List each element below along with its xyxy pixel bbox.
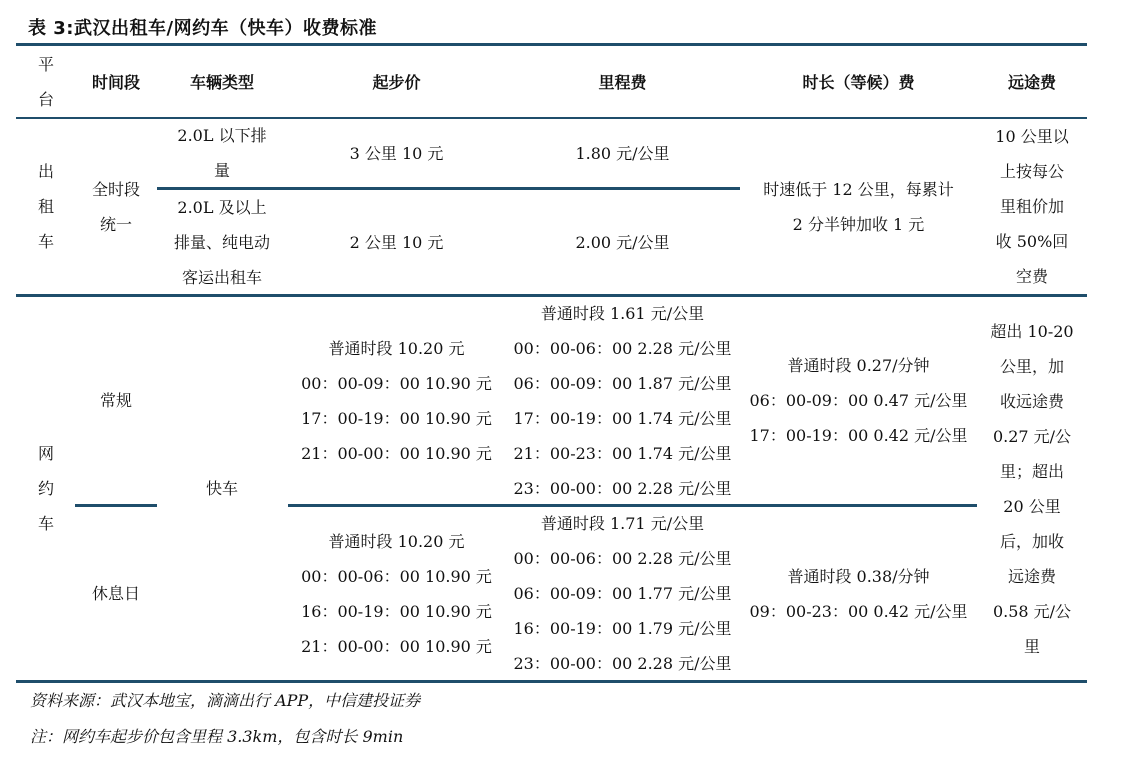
header-long-distance: 远途费 (1007, 72, 1056, 92)
taxi-duration-lines (763, 172, 954, 242)
taxi-vehicle-1-line: 量 (213, 161, 230, 180)
taxi-vehicle-2 (157, 190, 287, 294)
taxi-platform (16, 119, 76, 294)
ride-platform-char: 车 (37, 514, 54, 533)
top-rule (16, 43, 1087, 46)
ride-holiday-start-line: 16：00-19：00 10.90 元 (301, 601, 492, 621)
taxi-long-line: 上按每公 (999, 162, 1064, 181)
ride-long-line: 里 (1023, 636, 1040, 656)
ride-regular-mileage (505, 297, 740, 504)
taxi-long-distance (977, 119, 1087, 294)
taxi-duration-line: 时速低于 12 公里，每累计 (763, 179, 954, 199)
ride-long-line: 0.27 元/公 (992, 426, 1072, 446)
ride-holiday-start-line: 00：00-06：00 10.90 元 (301, 566, 492, 586)
ride-holiday-mileage-lines (513, 506, 731, 681)
taxi-long-lines (995, 119, 1068, 294)
ride-holiday-mileage (505, 507, 740, 680)
taxi-duration-line: 2 分半钟加收 1 元 (792, 214, 925, 234)
header-vehicle: 车辆类型 (189, 72, 254, 92)
taxi-long-line: 里租价加 (999, 197, 1064, 216)
ride-regular-mileage-line: 23：00-00：00 2.28 元/公里 (513, 478, 732, 498)
taxi-mileage-1: 1.80 元/公里 (575, 143, 670, 163)
taxi-duration (740, 119, 977, 294)
taxi-long-line: 空费 (1015, 267, 1048, 286)
taxi-period-line: 统一 (99, 214, 132, 234)
taxi-platform-char: 出 (37, 162, 54, 181)
remark-note: 注：网约车起步价包含里程 3.3km，包含时长 9min (30, 727, 404, 746)
ride-regular-start-line: 21：00-00：00 10.90 元 (301, 443, 492, 463)
ride-long-distance (977, 297, 1087, 680)
taxi-vehicle-2-lines (174, 190, 270, 295)
ride-regular-duration-line: 17：00-19：00 0.42 元/公里 (749, 426, 968, 445)
ride-long-lines (990, 314, 1073, 664)
taxi-long-line: 收 50%回 (995, 232, 1069, 251)
taxi-vehicle-2-line: 排量、纯电动 (173, 232, 270, 252)
ride-regular-start (288, 297, 505, 504)
header-platform (16, 47, 76, 117)
ride-regular-duration-line: 06：00-09：00 0.47 元/公里 (749, 391, 968, 410)
taxi-period-line: 全时段 (91, 179, 140, 199)
ride-holiday-start-lines (301, 524, 492, 664)
ride-platform-char: 网 (37, 444, 54, 463)
ride-regular-duration (740, 297, 977, 504)
ride-holiday-start-line: 普通时段 10.20 元 (328, 531, 465, 551)
taxi-long-line: 10 公里以 (995, 127, 1069, 146)
header-start-price: 起步价 (372, 72, 421, 92)
ride-regular-start-line: 普通时段 10.20 元 (328, 338, 465, 358)
ride-regular-start-line: 17：00-19：00 10.90 元 (301, 408, 492, 428)
ride-holiday-mileage-line: 普通时段 1.71 元/公里 (540, 514, 705, 533)
ride-platform (16, 297, 76, 680)
ride-regular-mileage-line: 06：00-09：00 1.87 元/公里 (513, 373, 732, 393)
header-period: 时间段 (91, 72, 140, 92)
ride-long-line: 超出 10-20 (990, 321, 1074, 341)
ride-platform-char: 约 (37, 479, 54, 498)
ride-regular-duration-line: 普通时段 0.27/分钟 (787, 356, 930, 375)
ride-vehicle: 快车 (205, 479, 238, 498)
ride-regular-start-lines (301, 331, 492, 471)
ride-long-line: 20 公里 (1003, 496, 1061, 516)
ride-long-line: 收远途费 (999, 391, 1064, 411)
ride-regular-mileage-line: 00：00-06：00 2.28 元/公里 (513, 338, 732, 358)
taxi-platform-lines (38, 154, 54, 259)
taxi-vehicle-1-line: 2.0L 以下排 (177, 126, 267, 145)
ride-holiday-mileage-line: 06：00-09：00 1.77 元/公里 (513, 584, 732, 603)
taxi-start-1: 3 公里 10 元 (349, 143, 444, 163)
table-title: 表 3:武汉出租车/网约车（快车）收费标准 (28, 18, 378, 39)
ride-holiday-mileage-line: 16：00-19：00 1.79 元/公里 (513, 619, 732, 638)
ride-regular-mileage-lines (513, 296, 731, 506)
taxi-mileage-2: 2.00 元/公里 (575, 232, 670, 252)
taxi-vehicle-2-line: 客运出租车 (181, 267, 262, 287)
ride-long-line: 公里，加 (999, 356, 1064, 376)
taxi-period-lines (92, 172, 140, 242)
ride-long-line: 远途费 (1007, 566, 1056, 586)
ride-long-line: 0.58 元/公 (992, 601, 1072, 621)
ride-holiday-period: 休息日 (91, 584, 140, 603)
ride-holiday-duration (740, 507, 977, 680)
source-note: 资料来源：武汉本地宝，滴滴出行 APP，中信建投证券 (30, 691, 421, 710)
taxi-period (76, 119, 156, 294)
ride-holiday-duration-line: 普通时段 0.38/分钟 (787, 566, 930, 586)
taxi-vehicle-1-lines (177, 118, 266, 188)
ride-regular-mileage-line: 17：00-19：00 1.74 元/公里 (513, 408, 732, 428)
ride-holiday-mileage-line: 23：00-00：00 2.28 元/公里 (513, 654, 732, 673)
ride-long-line: 里；超出 (999, 461, 1064, 481)
ride-holiday-duration-line: 09：00-23：00 0.42 元/公里 (749, 601, 968, 621)
ride-regular-mileage-line: 普通时段 1.61 元/公里 (540, 303, 705, 323)
ride-regular-mileage-line: 21：00-23：00 1.74 元/公里 (513, 443, 732, 463)
header-duration: 时长（等候）费 (802, 72, 915, 92)
ride-platform-lines (38, 436, 54, 541)
taxi-vehicle-2-line: 2.0L 及以上 (177, 197, 267, 217)
ride-regular-start-line: 00：00-09：00 10.90 元 (301, 373, 492, 393)
header-platform-line: 平 (37, 55, 54, 74)
ride-holiday-duration-lines (749, 559, 967, 629)
ride-long-line: 后，加收 (999, 531, 1064, 551)
header-platform-lines (38, 47, 54, 117)
ride-regular-duration-lines (749, 348, 967, 453)
ride-holiday-start-line: 21：00-00：00 10.90 元 (301, 636, 492, 656)
ride-regular-period: 常规 (99, 391, 132, 410)
taxi-platform-char: 车 (37, 232, 54, 251)
taxi-start-2: 2 公里 10 元 (349, 232, 444, 252)
header-mileage: 里程费 (598, 72, 647, 92)
taxi-vehicle-1 (157, 119, 287, 187)
ride-holiday-start (288, 507, 505, 680)
taxi-platform-char: 租 (37, 197, 54, 216)
ride-holiday-mileage-line: 00：00-06：00 2.28 元/公里 (513, 549, 732, 568)
header-platform-line: 台 (37, 90, 54, 109)
